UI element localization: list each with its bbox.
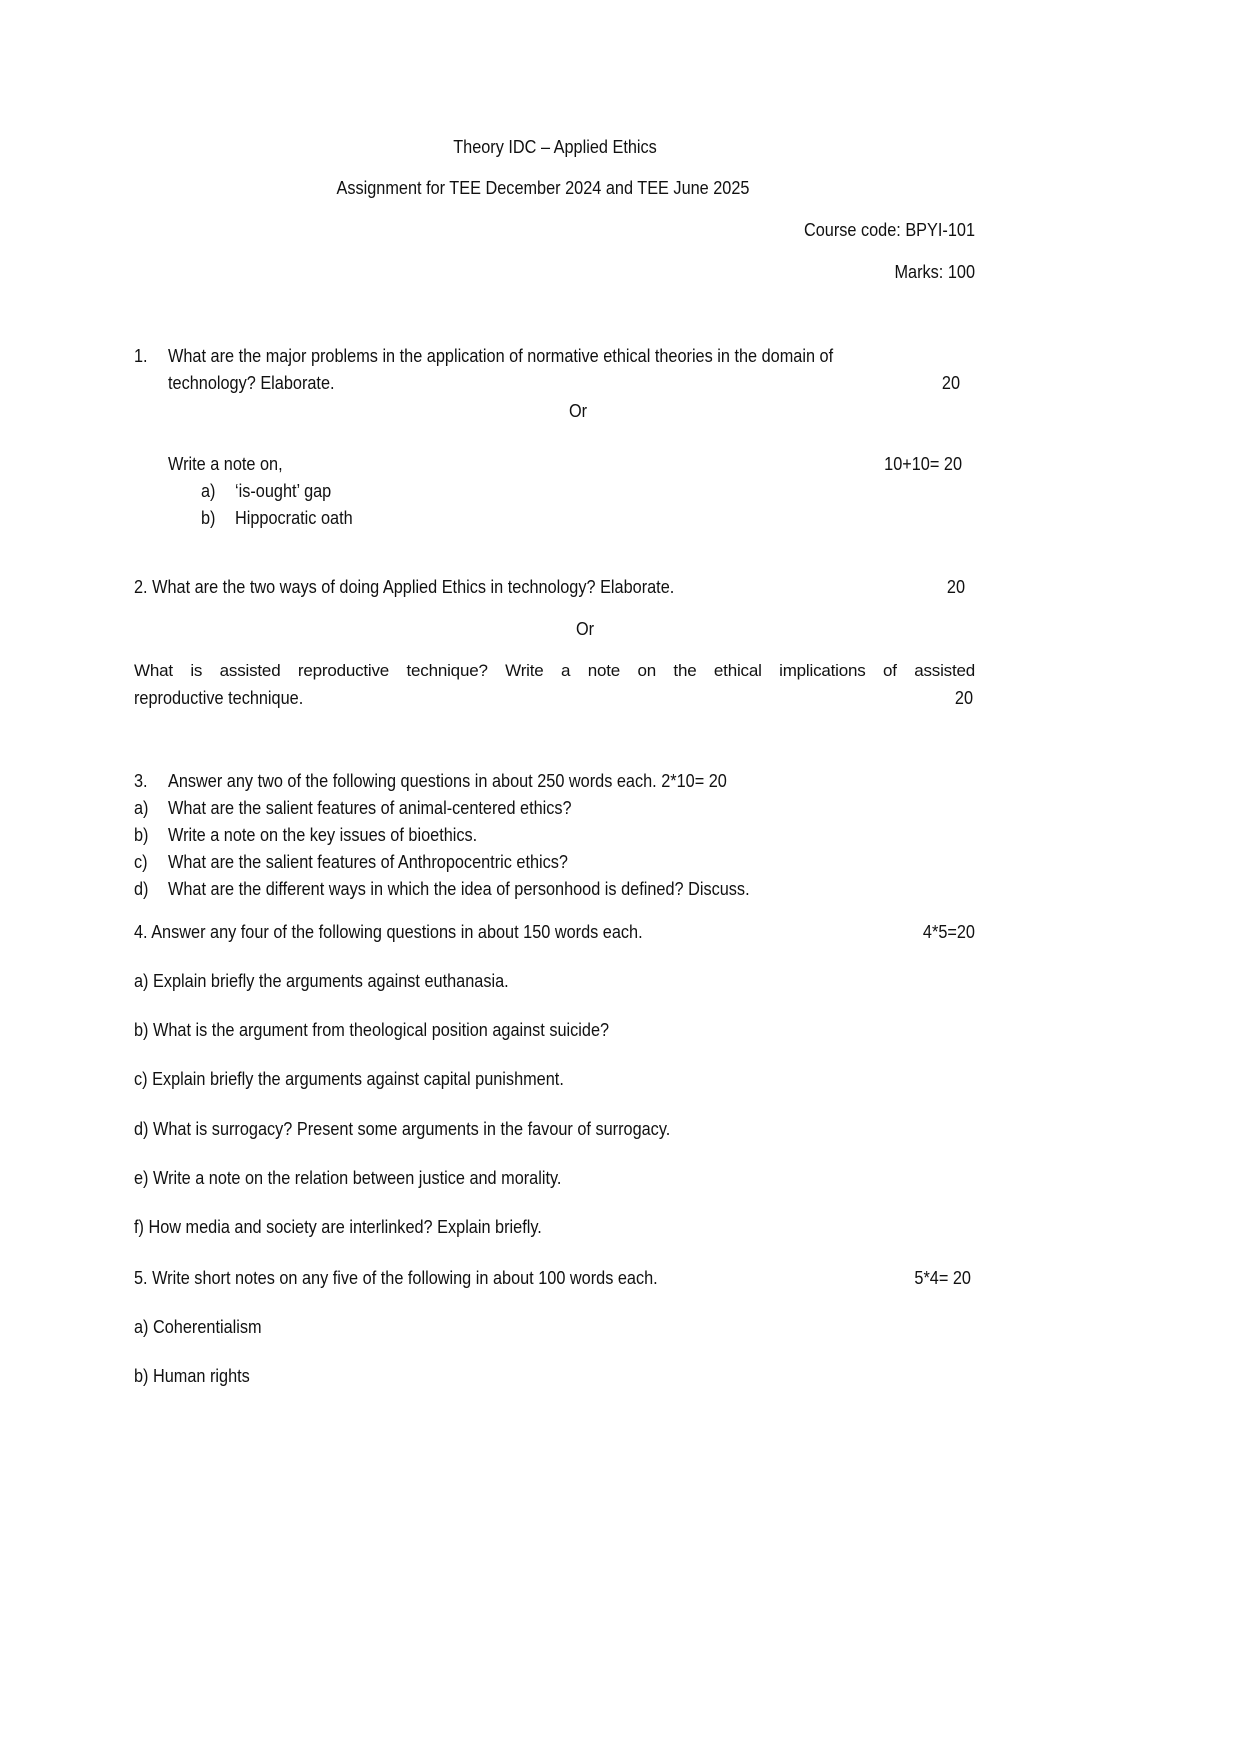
sub-item-label: c)	[134, 851, 148, 872]
question-text: 5. Write short notes on any five of the following in about 100 words each.	[134, 1267, 658, 1288]
total-marks: Marks: 100	[894, 261, 975, 282]
or-separator: Or	[575, 618, 595, 639]
sub-item-text: Write a note on the key issues of bioethics.	[168, 824, 478, 845]
sub-item-label: d)	[134, 878, 149, 899]
course-code: Course code: BPYI-101	[803, 219, 975, 240]
alt-question-marks: 10+10= 20	[884, 453, 962, 474]
sub-item-label: b)	[201, 507, 216, 528]
question-marks: 4*5=20	[922, 921, 975, 942]
question-number: 3.	[134, 770, 148, 791]
sub-item-text: What are the salient features of animal-centered ethics?	[168, 797, 572, 818]
question-text: 4. Answer any four of the following questions in about 150 words each.	[134, 921, 643, 942]
question-number: 1.	[134, 345, 148, 366]
or-separator: Or	[568, 400, 588, 421]
sub-item-text: ‘is-ought’ gap	[235, 480, 332, 501]
question-marks: 20	[946, 576, 965, 597]
question-text: What are the major problems in the application of normative ethical theories in the domain of	[168, 345, 834, 366]
sub-item: a) Coherentialism	[134, 1316, 262, 1337]
alt-question-intro: Write a note on,	[168, 453, 283, 474]
sub-item: b) Human rights	[134, 1365, 250, 1386]
sub-item-label: b)	[134, 824, 149, 845]
sub-item-text: What are the different ways in which the idea of personhood is defined? Discuss.	[168, 878, 750, 899]
question-marks: 5*4= 20	[914, 1267, 971, 1288]
sub-item-label: a)	[201, 480, 216, 501]
question-text: Answer any two of the following questions in about 250 words each. 2*10= 20	[168, 770, 727, 791]
sub-item: e) Write a note on the relation between justice and morality.	[134, 1167, 562, 1188]
question-text: 2. What are the two ways of doing Applied Ethics in technology? Elaborate.	[134, 576, 675, 597]
sub-item: d) What is surrogacy? Present some arguments in the favour of surrogacy.	[134, 1118, 671, 1139]
question-marks: 20	[941, 372, 960, 393]
sub-item: a) Explain briefly the arguments against euthanasia.	[134, 970, 509, 991]
sub-item-label: a)	[134, 797, 149, 818]
alt-question-text-cont: reproductive technique.	[134, 687, 304, 708]
sub-item-text: What are the salient features of Anthropocentric ethics?	[168, 851, 569, 872]
alt-question-marks: 20	[954, 687, 973, 708]
document-title: Theory IDC – Applied Ethics	[453, 136, 657, 157]
sub-item: f) How media and society are interlinked? Explain briefly.	[134, 1216, 542, 1237]
question-text-cont: technology? Elaborate.	[168, 372, 335, 393]
sub-item: c) Explain briefly the arguments against capital punishment.	[134, 1068, 564, 1089]
sub-item: b) What is the argument from theological position against suicide?	[134, 1019, 610, 1040]
document-subtitle: Assignment for TEE December 2024 and TEE June 2025	[336, 177, 750, 198]
sub-item-text: Hippocratic oath	[235, 507, 353, 528]
alt-question-text: What is assisted reproductive technique? Write a note on the ethical implications of assisted	[134, 661, 975, 680]
